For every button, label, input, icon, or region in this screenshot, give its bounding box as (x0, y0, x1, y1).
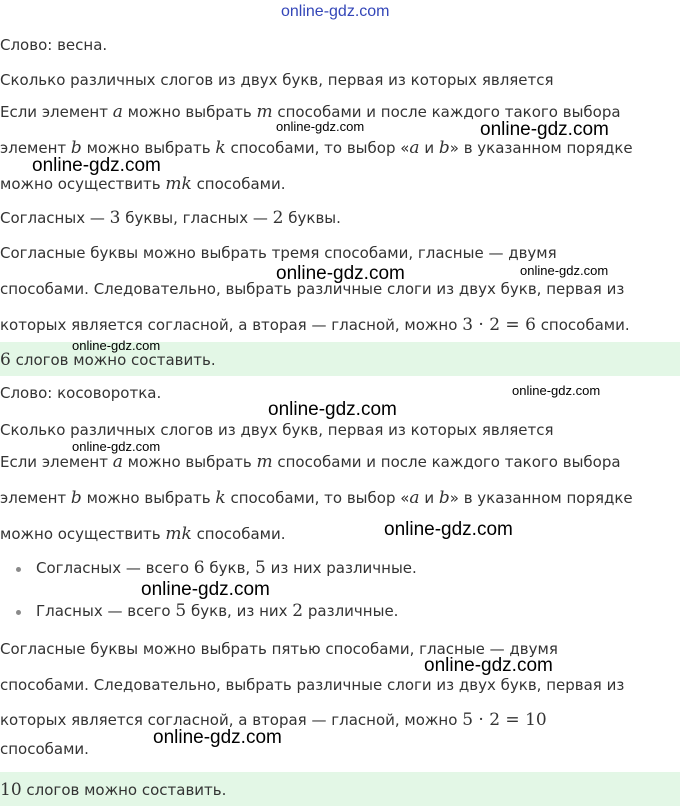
rule-text: можно осуществить (0, 525, 161, 543)
counts-text: Согласных — (0, 209, 105, 227)
math-number: 6 (193, 558, 205, 578)
math-number: 5 (175, 601, 187, 621)
watermark: online-gdz.com (72, 338, 161, 353)
watermark: online-gdz.com (32, 155, 161, 176)
answer-label: слогов можно составить. (26, 781, 227, 799)
rule-text: можно выбрать (86, 489, 211, 507)
watermark: online-gdz.com (424, 655, 553, 676)
rule-text: можно осуществить (0, 175, 161, 193)
paragraph-line: Согласные буквы можно выбрать пятью способами, гласные — двумя (0, 640, 558, 658)
math-expression: 3 · 2 = 6 (462, 315, 536, 335)
watermark: online-gdz.com (520, 263, 609, 278)
rule-text: можно выбрать (127, 103, 252, 121)
math-var-mk: mk (165, 524, 192, 544)
math-var-k: k (215, 488, 226, 508)
watermark: online-gdz.com (512, 383, 601, 398)
watermark: online-gdz.com (153, 727, 282, 748)
rule-text: элемент (0, 139, 67, 157)
word-label-2: Слово: косоворотка. (0, 384, 162, 402)
answer-text (0, 780, 226, 800)
math-var-m: m (256, 102, 273, 122)
bullet-text: букв, (209, 559, 251, 577)
rule-text: элемент (0, 489, 67, 507)
paragraph-line: Согласные буквы можно выбрать тремя способами, гласные — двумя (0, 244, 557, 262)
watermark: online-gdz.com (268, 399, 397, 420)
math-number: 3 (109, 208, 121, 228)
math-var-a: a (112, 102, 123, 122)
math-number: 2 (292, 601, 304, 621)
rule-text: способами и после каждого такого выбора (277, 103, 621, 121)
rule-text: способами, то выбор « (230, 489, 410, 507)
watermark: online-gdz.com (72, 439, 161, 454)
watermark: online-gdz.com (480, 119, 609, 140)
answer-number: 6 (0, 350, 11, 370)
paragraph-line: способами. Следовательно, выбрать различные слоги из двух букв, первая из (0, 280, 625, 298)
bullet-item-consonants (36, 558, 417, 578)
math-var-a: a (112, 452, 123, 472)
answer-text (0, 350, 216, 370)
counts-text: буквы. (288, 209, 341, 227)
rule-line-2 (0, 488, 633, 508)
bullet-dot (16, 567, 21, 572)
math-var-a: a (409, 488, 420, 508)
bullet-text: Гласных — всего (36, 602, 171, 620)
paragraph-line: способами. (0, 740, 89, 758)
math-var-mk: mk (165, 174, 192, 194)
math-var-k: k (215, 138, 226, 158)
paragraph-text: которых является согласной, а вторая — гласной, можно (0, 711, 458, 729)
bullet-text: из них различные. (270, 559, 417, 577)
rule-text: и (419, 139, 439, 157)
question-text-1: Сколько различных слогов из двух букв, первая из которых является (0, 71, 554, 89)
rule-text: можно выбрать (86, 139, 211, 157)
bullet-dot (16, 610, 21, 615)
math-number: 2 (272, 208, 284, 228)
rule-text: Если элемент (0, 103, 108, 121)
rule-text: и (419, 489, 439, 507)
rule-line-1 (0, 452, 621, 472)
rule-text: Если элемент (0, 453, 108, 471)
bullet-item-vowels (36, 601, 398, 621)
counts-line-1 (0, 208, 341, 228)
rule-text: » в указанном порядке (449, 489, 633, 507)
rule-text: » в указанном порядке (449, 139, 633, 157)
rule-line-3 (0, 524, 286, 544)
rule-text: способами и после каждого такого выбора (277, 453, 621, 471)
watermark: online-gdz.com (384, 519, 513, 540)
answer-number: 10 (0, 780, 22, 800)
word-label-1: Слово: весна. (0, 36, 108, 54)
math-var-b: b (438, 488, 450, 508)
paragraph-text: способами. (540, 316, 630, 334)
watermark: online-gdz.com (141, 579, 270, 600)
math-number: 5 (254, 558, 266, 578)
bullet-text: букв, из них (191, 602, 288, 620)
rule-text: способами. (196, 525, 286, 543)
answer-box-2 (0, 772, 680, 806)
rule-text: можно выбрать (127, 453, 252, 471)
math-var-a: a (409, 138, 420, 158)
header-watermark: online-gdz.com (281, 3, 390, 20)
rule-text: способами. (196, 175, 286, 193)
paragraph-text: которых является согласной, а вторая — гласной, можно (0, 316, 458, 334)
answer-label: слогов можно составить. (15, 351, 216, 369)
rule-text: способами, то выбор « (230, 139, 410, 157)
math-var-b: b (438, 138, 450, 158)
paragraph-line (0, 315, 630, 335)
bullet-text: Согласных — всего (36, 559, 189, 577)
paragraph-line: способами. Следовательно, выбрать различные слоги из двух букв, первая из (0, 676, 625, 694)
math-expression: 5 · 2 = 10 (462, 710, 547, 730)
math-var-b: b (70, 138, 82, 158)
bullet-text: различные. (307, 602, 399, 620)
watermark: online-gdz.com (276, 263, 405, 284)
math-var-b: b (70, 488, 82, 508)
math-var-m: m (256, 452, 273, 472)
counts-text: буквы, гласных — (125, 209, 268, 227)
watermark: online-gdz.com (276, 119, 365, 134)
rule-line-3 (0, 174, 286, 194)
question-text-2: Сколько различных слогов из двух букв, первая из которых является (0, 421, 554, 439)
